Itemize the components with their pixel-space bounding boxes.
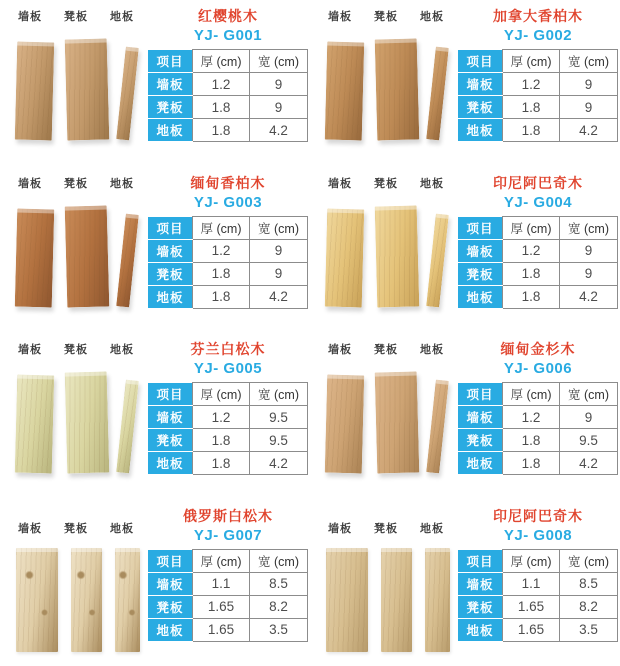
floor-board-label: 地板 — [110, 177, 134, 190]
product-name: 俄罗斯白松木 — [183, 507, 273, 524]
spec-header-item: 项目 — [148, 216, 193, 239]
product-info-area — [147, 167, 309, 334]
spec-row-bench — [148, 429, 308, 452]
floor-width-value: 4.2 — [560, 119, 618, 142]
spec-header-width: 宽 (cm) — [560, 383, 618, 406]
floor-board-label: 地板 — [110, 11, 134, 23]
spec-row-bench-label: 凳板 — [148, 429, 193, 452]
bench-board-image — [375, 371, 420, 473]
spec-header-thickness: 厚 (cm) — [503, 216, 560, 239]
bench-width-value: 9.5 — [560, 429, 618, 452]
product-name: 加拿大香柏木 — [493, 8, 583, 24]
spec-table — [147, 549, 308, 642]
spec-header-item: 项目 — [458, 549, 503, 572]
bench-thickness-value: 1.8 — [193, 429, 250, 452]
spec-row-floor — [148, 285, 308, 308]
bench-board-label: 凳板 — [374, 344, 398, 356]
product-photo-area — [0, 500, 148, 666]
product-name: 缅甸香柏木 — [190, 174, 266, 191]
board-labels — [12, 520, 140, 536]
spec-header-thickness: 厚 (cm) — [503, 383, 560, 406]
spec-row-floor-label: 地板 — [458, 618, 503, 641]
product-info-area — [147, 333, 309, 500]
spec-row-bench — [458, 262, 618, 285]
wall-board-label: 墙板 — [18, 177, 42, 190]
spec-header-width: 宽 (cm) — [250, 549, 308, 572]
bench-board-image — [65, 205, 110, 307]
wall-board-image — [325, 208, 365, 307]
bench-board-label: 凳板 — [64, 522, 88, 535]
bench-width-value: 8.2 — [560, 595, 618, 618]
spec-row-wall-label: 墙板 — [148, 239, 193, 262]
wall-board-image — [15, 42, 55, 141]
product-info-area — [147, 0, 309, 167]
wall-width-value: 9 — [250, 73, 308, 96]
spec-row-floor — [458, 452, 618, 475]
wall-board-label: 墙板 — [18, 11, 42, 23]
product-info-area — [457, 0, 619, 167]
spec-table — [457, 549, 618, 642]
spec-row-bench — [458, 96, 618, 119]
floor-thickness-value: 1.8 — [503, 452, 560, 475]
floor-thickness-value: 1.8 — [503, 285, 560, 308]
spec-row-bench-label: 凳板 — [148, 262, 193, 285]
product-info-area — [457, 500, 619, 666]
bench-width-value: 9 — [250, 96, 308, 119]
spec-table — [457, 49, 618, 142]
spec-table — [147, 49, 308, 142]
wall-board-label: 墙板 — [328, 344, 352, 356]
bench-board-image — [375, 205, 420, 307]
spec-row-bench-label: 凳板 — [458, 429, 503, 452]
floor-board-image — [116, 213, 139, 307]
wall-thickness-value: 1.2 — [503, 73, 560, 96]
spec-header-thickness: 厚 (cm) — [193, 216, 250, 239]
spec-row-wall-label: 墙板 — [458, 572, 503, 595]
spec-header-row — [148, 50, 308, 73]
wood-boards-photo — [12, 546, 148, 652]
bench-board-label: 凳板 — [374, 11, 398, 23]
spec-row-floor-label: 地板 — [458, 285, 503, 308]
spec-table — [457, 216, 618, 309]
product-model: YJ- G008 — [503, 526, 573, 544]
product-info-area — [147, 500, 309, 666]
bench-width-value: 9 — [560, 96, 618, 119]
board-labels — [322, 520, 450, 536]
floor-thickness-value: 1.8 — [503, 119, 560, 142]
spec-row-floor — [458, 285, 618, 308]
product-cell — [310, 167, 620, 334]
spec-header-item: 项目 — [148, 549, 193, 572]
wall-thickness-value: 1.2 — [503, 406, 560, 429]
spec-row-floor-label: 地板 — [148, 452, 193, 475]
spec-header-width: 宽 (cm) — [250, 50, 308, 73]
floor-width-value: 4.2 — [560, 285, 618, 308]
wall-board-label: 墙板 — [328, 11, 352, 23]
bench-board-label: 凳板 — [64, 344, 88, 356]
product-cell — [310, 500, 620, 666]
product-photo-area — [310, 500, 458, 666]
spec-header-item: 项目 — [458, 216, 503, 239]
wall-board-label: 墙板 — [18, 344, 42, 356]
wood-boards-photo — [12, 34, 148, 140]
product-model: YJ- G001 — [193, 27, 263, 44]
floor-board-image — [116, 380, 139, 474]
floor-thickness-value: 1.65 — [193, 618, 250, 641]
wood-boards-photo — [322, 201, 458, 307]
wall-board-image — [325, 42, 365, 141]
board-labels — [322, 8, 450, 24]
board-labels — [12, 175, 140, 191]
spec-header-row — [458, 549, 618, 572]
product-model: YJ- G003 — [193, 193, 263, 211]
spec-header-row — [458, 50, 618, 73]
wall-width-value: 8.5 — [560, 572, 618, 595]
wall-board-image — [16, 548, 58, 652]
wall-thickness-value: 1.2 — [503, 239, 560, 262]
board-labels — [12, 8, 140, 24]
floor-thickness-value: 1.65 — [503, 618, 560, 641]
floor-board-image — [115, 548, 140, 652]
spec-row-bench-label: 凳板 — [148, 96, 193, 119]
floor-width-value: 4.2 — [560, 452, 618, 475]
spec-row-wall — [148, 239, 308, 262]
wood-boards-photo — [12, 367, 148, 473]
spec-header-row — [458, 216, 618, 239]
spec-row-floor — [148, 452, 308, 475]
floor-board-label: 地板 — [110, 522, 134, 535]
bench-thickness-value: 1.8 — [193, 262, 250, 285]
spec-table — [147, 216, 308, 309]
spec-row-wall — [458, 73, 618, 96]
spec-row-floor-label: 地板 — [148, 285, 193, 308]
bench-board-label: 凳板 — [374, 177, 398, 190]
spec-row-wall-label: 墙板 — [148, 572, 193, 595]
bench-thickness-value: 1.8 — [193, 96, 250, 119]
product-model: YJ- G004 — [503, 193, 573, 211]
floor-board-label: 地板 — [420, 177, 444, 190]
spec-header-row — [148, 216, 308, 239]
product-cell — [310, 0, 620, 167]
wall-thickness-value: 1.2 — [193, 239, 250, 262]
spec-row-bench-label: 凳板 — [458, 595, 503, 618]
spec-row-wall-label: 墙板 — [148, 406, 193, 429]
spec-header-width: 宽 (cm) — [560, 549, 618, 572]
spec-row-bench-label: 凳板 — [148, 595, 193, 618]
spec-row-floor-label: 地板 — [458, 119, 503, 142]
board-labels — [12, 341, 140, 357]
product-photo-area — [0, 0, 148, 167]
spec-header-item: 项目 — [458, 383, 503, 406]
spec-row-wall — [148, 572, 308, 595]
wall-thickness-value: 1.2 — [193, 73, 250, 96]
spec-header-thickness: 厚 (cm) — [193, 383, 250, 406]
spec-header-row — [148, 383, 308, 406]
wall-width-value: 8.5 — [250, 572, 308, 595]
product-name: 印尼阿巴奇木 — [493, 174, 583, 191]
product-cell — [0, 0, 310, 167]
spec-row-wall-label: 墙板 — [458, 239, 503, 262]
bench-thickness-value: 1.8 — [503, 429, 560, 452]
product-name: 缅甸金杉木 — [500, 341, 576, 357]
floor-board-label: 地板 — [420, 522, 444, 535]
bench-thickness-value: 1.8 — [503, 262, 560, 285]
product-photo-area — [0, 167, 148, 334]
spec-row-wall — [148, 406, 308, 429]
spec-row-bench — [148, 96, 308, 119]
bench-width-value: 9 — [250, 262, 308, 285]
spec-header-thickness: 厚 (cm) — [193, 50, 250, 73]
floor-width-value: 4.2 — [250, 285, 308, 308]
bench-board-image — [71, 548, 102, 652]
spec-row-bench — [148, 262, 308, 285]
spec-header-item: 项目 — [148, 50, 193, 73]
wall-width-value: 9 — [560, 239, 618, 262]
spec-row-floor-label: 地板 — [458, 452, 503, 475]
product-cell — [0, 500, 310, 666]
floor-board-image — [425, 548, 450, 652]
product-photo-area — [310, 333, 458, 500]
bench-thickness-value: 1.65 — [503, 595, 560, 618]
spec-row-bench-label: 凳板 — [458, 96, 503, 119]
bench-width-value: 8.2 — [250, 595, 308, 618]
product-photo-area — [310, 0, 458, 167]
spec-row-wall-label: 墙板 — [148, 73, 193, 96]
bench-width-value: 9 — [560, 262, 618, 285]
spec-row-wall — [458, 239, 618, 262]
spec-row-bench-label: 凳板 — [458, 262, 503, 285]
product-info-area — [457, 333, 619, 500]
floor-thickness-value: 1.8 — [193, 119, 250, 142]
spec-header-item: 项目 — [458, 50, 503, 73]
spec-row-floor-label: 地板 — [148, 618, 193, 641]
wall-width-value: 9 — [560, 406, 618, 429]
spec-row-floor — [458, 618, 618, 641]
spec-row-wall-label: 墙板 — [458, 73, 503, 96]
spec-header-width: 宽 (cm) — [560, 216, 618, 239]
product-model: YJ- G006 — [503, 360, 573, 377]
spec-header-thickness: 厚 (cm) — [503, 549, 560, 572]
bench-board-label: 凳板 — [374, 522, 398, 535]
spec-row-floor-label: 地板 — [148, 119, 193, 142]
bench-board-label: 凳板 — [64, 11, 88, 23]
floor-board-image — [426, 380, 449, 474]
floor-width-value: 3.5 — [560, 618, 618, 641]
spec-row-bench — [148, 595, 308, 618]
bench-thickness-value: 1.65 — [193, 595, 250, 618]
product-model: YJ- G002 — [503, 27, 573, 44]
spec-row-bench — [458, 429, 618, 452]
bench-board-image — [381, 548, 412, 652]
bench-board-label: 凳板 — [64, 177, 88, 190]
floor-width-value: 4.2 — [250, 452, 308, 475]
bench-thickness-value: 1.8 — [503, 96, 560, 119]
wall-board-label: 墙板 — [328, 522, 352, 535]
board-labels — [322, 175, 450, 191]
spec-header-row — [148, 549, 308, 572]
spec-row-wall — [148, 73, 308, 96]
wall-thickness-value: 1.1 — [193, 572, 250, 595]
floor-board-image — [116, 47, 139, 141]
product-model: YJ- G007 — [193, 526, 263, 544]
wall-thickness-value: 1.2 — [193, 406, 250, 429]
spec-row-wall — [458, 406, 618, 429]
product-cell — [0, 333, 310, 500]
wall-board-image — [15, 208, 55, 307]
spec-row-floor — [458, 119, 618, 142]
floor-width-value: 3.5 — [250, 618, 308, 641]
wood-boards-photo — [322, 546, 458, 652]
floor-board-label: 地板 — [420, 11, 444, 23]
bench-board-image — [65, 371, 110, 473]
spec-header-item: 项目 — [148, 383, 193, 406]
wood-boards-photo — [12, 201, 148, 307]
spec-header-width: 宽 (cm) — [250, 383, 308, 406]
floor-width-value: 4.2 — [250, 119, 308, 142]
wall-board-label: 墙板 — [18, 522, 42, 535]
wall-board-image — [325, 375, 365, 474]
spec-header-thickness: 厚 (cm) — [193, 549, 250, 572]
floor-thickness-value: 1.8 — [193, 452, 250, 475]
floor-board-image — [426, 47, 449, 141]
wall-board-image — [326, 548, 368, 652]
floor-thickness-value: 1.8 — [193, 285, 250, 308]
bench-board-image — [375, 38, 420, 140]
spec-header-row — [458, 383, 618, 406]
spec-header-thickness: 厚 (cm) — [503, 50, 560, 73]
product-model: YJ- G005 — [193, 360, 263, 377]
bench-board-image — [65, 38, 110, 140]
floor-board-label: 地板 — [420, 344, 444, 356]
wall-width-value: 9.5 — [250, 406, 308, 429]
product-info-area — [457, 167, 619, 334]
product-name: 芬兰白松木 — [190, 341, 266, 357]
spec-table — [147, 382, 308, 475]
wall-width-value: 9 — [560, 73, 618, 96]
product-cell — [0, 167, 310, 334]
spec-row-floor — [148, 119, 308, 142]
spec-table — [457, 382, 618, 475]
wall-thickness-value: 1.1 — [503, 572, 560, 595]
floor-board-image — [426, 213, 449, 307]
spec-header-width: 宽 (cm) — [250, 216, 308, 239]
spec-row-bench — [458, 595, 618, 618]
product-photo-area — [0, 333, 148, 500]
bench-width-value: 9.5 — [250, 429, 308, 452]
spec-row-wall-label: 墙板 — [458, 406, 503, 429]
floor-board-label: 地板 — [110, 344, 134, 356]
board-labels — [322, 341, 450, 357]
wall-board-image — [15, 375, 55, 474]
wood-boards-photo — [322, 34, 458, 140]
spec-header-width: 宽 (cm) — [560, 50, 618, 73]
product-cell — [310, 333, 620, 500]
product-photo-area — [310, 167, 458, 334]
wall-board-label: 墙板 — [328, 177, 352, 190]
wood-boards-photo — [322, 367, 458, 473]
spec-row-floor — [148, 618, 308, 641]
spec-row-wall — [458, 572, 618, 595]
product-name: 印尼阿巴奇木 — [493, 507, 583, 524]
product-name: 红樱桃木 — [198, 8, 258, 24]
wall-width-value: 9 — [250, 239, 308, 262]
